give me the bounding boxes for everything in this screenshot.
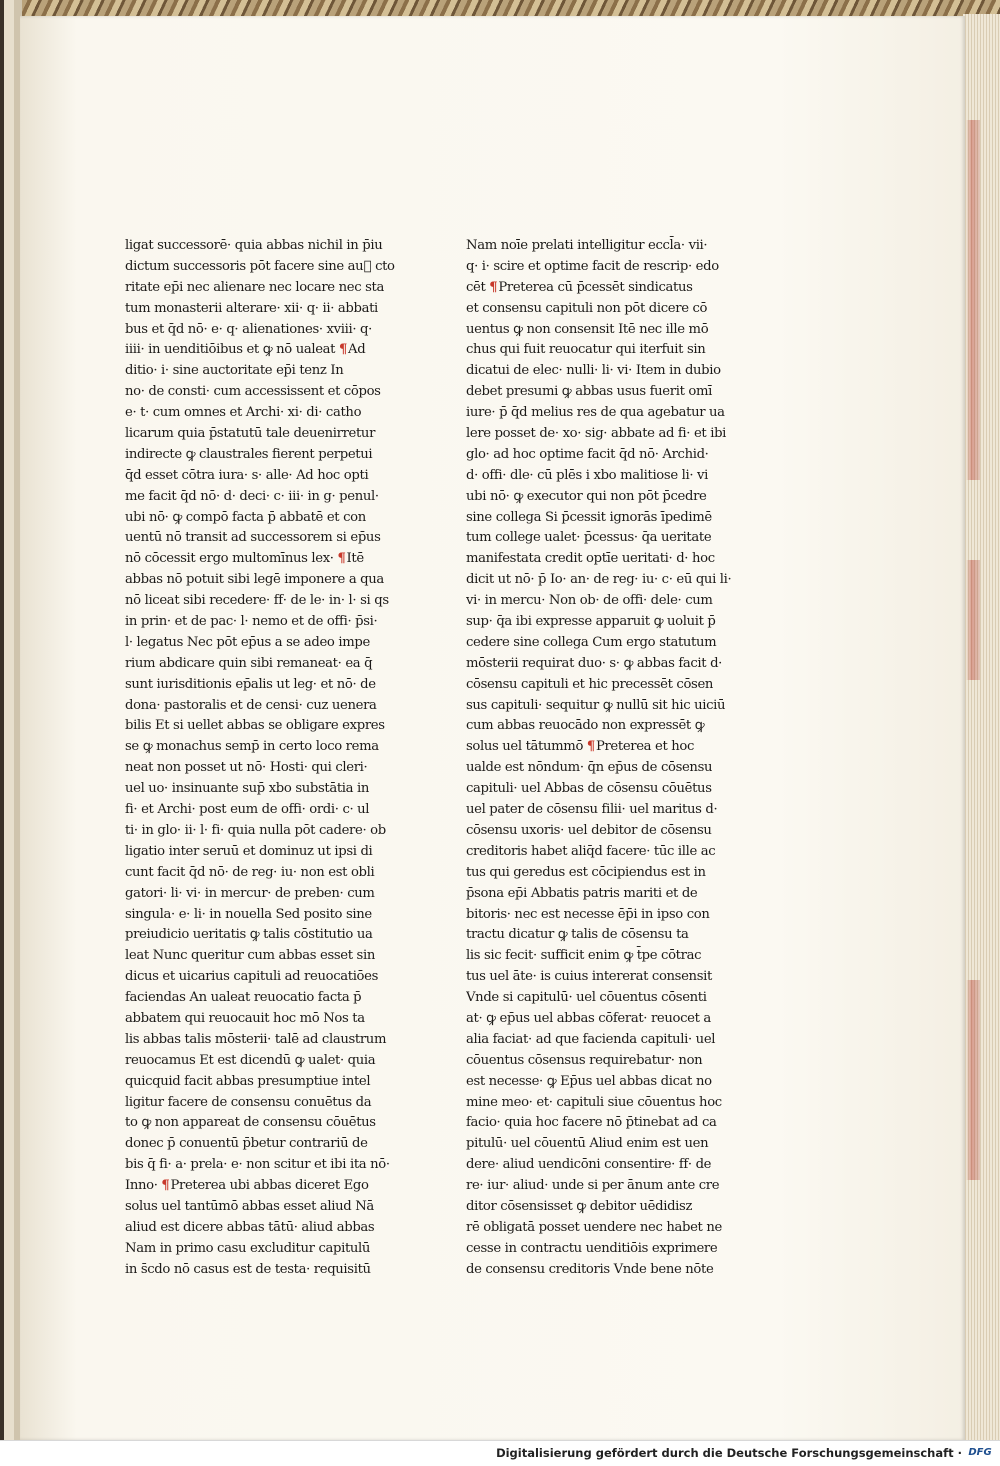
text-line: l· legatus Nec pōt ep̄us a se adeo impe [125, 634, 370, 650]
rubric-paragraph-mark: ¶ [337, 551, 346, 567]
text-line: quicquid facit abbas presumptiue intel [125, 1073, 371, 1089]
book-page [20, 16, 965, 1440]
text-line: uel pater de cōsensu filii· uel maritus d· [466, 802, 718, 818]
dfg-logo-icon: DFG [968, 1447, 992, 1458]
text-line: ritate ep̄i nec alienare nec locare nec sta [125, 279, 384, 295]
text-line: uentū nō transit ad successorem si ep̄us [125, 530, 381, 546]
text-line: cesse in contractu uenditiōis exprimere [466, 1240, 718, 1256]
text-column-left [125, 236, 395, 1281]
text-line: cōsensu capituli et hic precessēt cōsen [466, 676, 714, 692]
text-line: to ꝙ non appareat de consensu cōuētus [125, 1115, 376, 1131]
text-line: iiii· in uenditiōibus et ꝙ nō ualeat ¶Ad [125, 342, 366, 358]
text-line: tractu dicatur ꝙ talis de cōsensu ta [466, 927, 689, 943]
text-line: e· t· cum omnes et Archi· xi· di· catho [125, 405, 362, 421]
text-line: in prin· et de pac· l· nemo et de offi· p̄si· [125, 614, 378, 630]
text-line: q· i· scire et optime facit de rescrip· edo [466, 258, 719, 274]
text-line: dicit ut nō· p̄ Io· an· de reg· iu· c· eū qui li· [466, 572, 732, 588]
text-line: vi· in mercu· Non ob· de offi· dele· cum [466, 593, 713, 609]
text-line: aliud est dicere abbas tātū· aliud abbas [125, 1219, 375, 1235]
text-line: ditor cōsensisset ꝙ debitor uēdidisz [466, 1198, 693, 1214]
text-line: abbatem qui reuocauit hoc mō Nos ta [125, 1010, 365, 1026]
text-line: facio· quia hoc facere nō p̄tinebat ad ca [466, 1115, 717, 1131]
text-line: solus uel tantūmō abbas esset aliud Nā [125, 1198, 374, 1214]
text-line: iure· p̄ q̄d melius res de qua agebatur ua [466, 405, 725, 421]
text-line: cōuentus cōsensus requirebatur· non [466, 1052, 703, 1068]
text-line: donec p̄ conuentū p̄betur contrariū de [125, 1136, 368, 1152]
text-line: lere posset de· xo· sig· abbate ad fi· et ibi [466, 426, 727, 442]
text-line: solus uel tātummō ¶Preterea et hoc [466, 739, 695, 755]
text-line: manifestata credit optīe ueritati· d· hoc [466, 551, 715, 567]
text-line: nō cōcessit ergo multomīnus lex· ¶Itē [125, 551, 364, 567]
rubric-paragraph-mark: ¶ [161, 1178, 170, 1194]
text-line: sine collega Si p̄cessit ignorās īpedimē [466, 509, 712, 525]
red-edge-stain [966, 120, 980, 480]
rubric-paragraph-mark: ¶ [338, 342, 348, 358]
text-line: licarum quia p̄statutū tale deuenirretur [125, 426, 376, 442]
text-line: ligatio inter seruū et dominuz ut ipsi di [125, 843, 373, 859]
text-line: lis abbas talis mōsterii· talē ad claustrum [125, 1031, 387, 1047]
text-line: me facit q̄d nō· d· deci· c· iii· in g· penul· [125, 488, 379, 504]
text-line: ubi nō· ꝙ compō facta p̄ abbatē et con [125, 509, 366, 525]
text-line: cēt ¶Preterea cū p̄cessēt sindicatus [466, 279, 693, 295]
text-line: abbas nō potuit sibi legē imponere a qua [125, 572, 384, 588]
text-line: preiudicio ueritatis ꝙ talis cōstitutio ua [125, 927, 373, 943]
text-line: bus et q̄d nō· e· q· alienationes· xviii· q· [125, 321, 372, 337]
text-line: uentus ꝙ non consensit Itē nec ille mō [466, 321, 709, 337]
text-line: leat Nunc queritur cum abbas esset sin [125, 948, 375, 964]
text-line: faciendas An ualeat reuocatio facta p̄ [125, 990, 362, 1006]
text-line: fi· et Archi· post eum de offi· ordi· c· ul [125, 802, 370, 818]
text-column-right [466, 236, 731, 1281]
text-line: in s̄cdo nō casus est de testa· requisitū [125, 1261, 371, 1277]
text-line: ditio· i· sine auctoritate ep̄i tenz In [125, 363, 344, 379]
text-line: se ꝙ monachus semp̄ in certo loco rema [125, 739, 379, 755]
text-line: tus uel āte· is cuius intererat consensit [466, 969, 712, 985]
text-line: glo· ad hoc optime facit q̄d nō· Archid· [466, 446, 709, 462]
text-line: ubi nō· ꝙ executor qui non pōt p̄cedre [466, 488, 707, 504]
text-line: neat non posset ut nō· Hosti· qui cleri· [125, 760, 368, 776]
rubric-paragraph-mark: ¶ [586, 739, 595, 755]
text-line: bilis Et si uellet abbas se obligare expres [125, 718, 385, 734]
text-line: debet presumi ꝙ abbas usus fuerit omī [466, 384, 712, 400]
text-line: uel uo· insinuante sup̄ xbo substātia in [125, 781, 370, 797]
text-line: tum monasterii alterare· xii· q· ii· abbati [125, 300, 378, 316]
text-line: tus qui geredus est cōcipiendus est in [466, 864, 706, 880]
text-line: lis sic fecit· sufficit enim ꝙ t̄pe cōtrac [466, 948, 702, 964]
text-line: q̄d esset cōtra iura· s· alle· Ad hoc opti [125, 467, 369, 483]
text-line: et consensu capituli non pōt dicere cō [466, 300, 708, 316]
text-line: Nam noīe prelati intelligitur eccl̄a· vii· [466, 238, 708, 253]
text-line: singula· e· li· in nouella Sed posito sine [125, 906, 372, 922]
left-facing-page-edge [0, 0, 22, 1440]
text-line: mōsterii requirat duo· s· ꝙ abbas facit d· [466, 655, 723, 671]
text-line: bis q̄ fi· a· prela· e· non scitur et ibi ita nō· [125, 1157, 390, 1173]
text-line: dere· aliud uendicōni consentire· ff· de [466, 1157, 712, 1173]
text-line: ti· in glo· ii· l· fi· quia nulla pōt cadere· ob [125, 822, 386, 838]
text-line: pitulū· uel cōuentū Aliud enim est uen [466, 1136, 709, 1152]
funding-footer [0, 1440, 1000, 1466]
text-line: no· de consti· cum accessissent et cōpos [125, 384, 381, 400]
funding-note: Digitalisierung gefördert durch die Deutsche Forschungsgemeinschaft · [496, 1446, 962, 1460]
text-line: dictum successoris pōt facere sine au᷑ cto [125, 258, 395, 274]
text-line: reuocamus Et est dicendū ꝙ ualet· quia [125, 1052, 376, 1068]
text-line: re· iur· aliud· unde si per ānum ante cre [466, 1178, 720, 1194]
text-line: mine meo· et· capituli siue cōuentus hoc [466, 1094, 722, 1110]
red-edge-stain [966, 560, 980, 680]
text-line: d· offi· dle· cū plēs i xbo malitiose li· vi [466, 467, 709, 483]
text-line: sup· q̄a ibi expresse apparuit ꝙ uoluit p̄ [466, 614, 716, 630]
text-line: sus capituli· sequitur ꝙ nullū sit hic uiciū [466, 697, 726, 713]
rubric-paragraph-mark: ¶ [489, 279, 498, 295]
text-line: dicatui de elec· nulli· li· vi· Item in dubio [466, 363, 721, 379]
text-line: Inno· ¶Preterea ubi abbas diceret Ego [125, 1178, 369, 1194]
text-line: est necesse· ꝙ Ep̄us uel abbas dicat no [466, 1073, 712, 1089]
text-line: ligat successorē· quia abbas nichil in p̄iu [125, 238, 383, 253]
text-line: indirecte ꝙ claustrales fierent perpetui [125, 446, 373, 462]
text-line: cunt facit q̄d nō· de reg· iu· non est obli [125, 864, 375, 880]
text-line: at· ꝙ ep̄us uel abbas cōferat· reuocet a [466, 1010, 711, 1026]
text-line: capituli· uel Abbas de cōsensu cōuētus [466, 781, 712, 797]
text-line: rium abdicare quin sibi remaneat· ea q̄ [125, 655, 373, 671]
text-line: rē obligatā posset uendere nec habet ne [466, 1219, 722, 1235]
red-edge-stain [966, 980, 980, 1180]
text-line: cōsensu uxoris· uel debitor de cōsensu [466, 822, 712, 838]
text-line: ligitur facere de consensu conuētus da [125, 1094, 372, 1110]
text-line: dona· pastoralis et de censi· cuz uenera [125, 697, 377, 713]
text-line: gatori· li· vi· in mercur· de preben· cum [125, 885, 375, 901]
text-line: cum abbas reuocādo non expressēt ꝙ [466, 718, 705, 734]
text-line: nō liceat sibi recedere· ff· de le· in· l· si qs [125, 593, 389, 609]
text-line: ualde est nōndum· q̄n ep̄us de cōsensu [466, 760, 713, 776]
text-line: bitoris· nec est necesse ēp̄i in ipso con [466, 906, 710, 922]
text-line: de consensu creditoris Vnde bene nōte [466, 1261, 714, 1277]
text-line: sunt iurisditionis ep̄alis ut leg· et nō· de [125, 676, 376, 692]
text-line: p̄sona ep̄i Abbatis patris mariti et de [466, 885, 698, 901]
text-line: cedere sine collega Cum ergo statutum [466, 634, 717, 650]
text-line: tum college ualet· p̄cessus· q̄a ueritate [466, 530, 712, 546]
text-line: dicus et uicarius capituli ad reuocatiōes [125, 969, 379, 985]
text-line: creditoris habet aliq̄d facere· tūc ille ac [466, 843, 716, 859]
text-line: chus qui fuit reuocatur qui iterfuit sin [466, 342, 706, 358]
text-line: Vnde si capitulū· uel cōuentus cōsenti [466, 990, 707, 1006]
text-line: alia faciat· ad que facienda capituli· uel [466, 1031, 716, 1047]
text-line: Nam in primo casu excluditur capitulū [125, 1240, 371, 1256]
